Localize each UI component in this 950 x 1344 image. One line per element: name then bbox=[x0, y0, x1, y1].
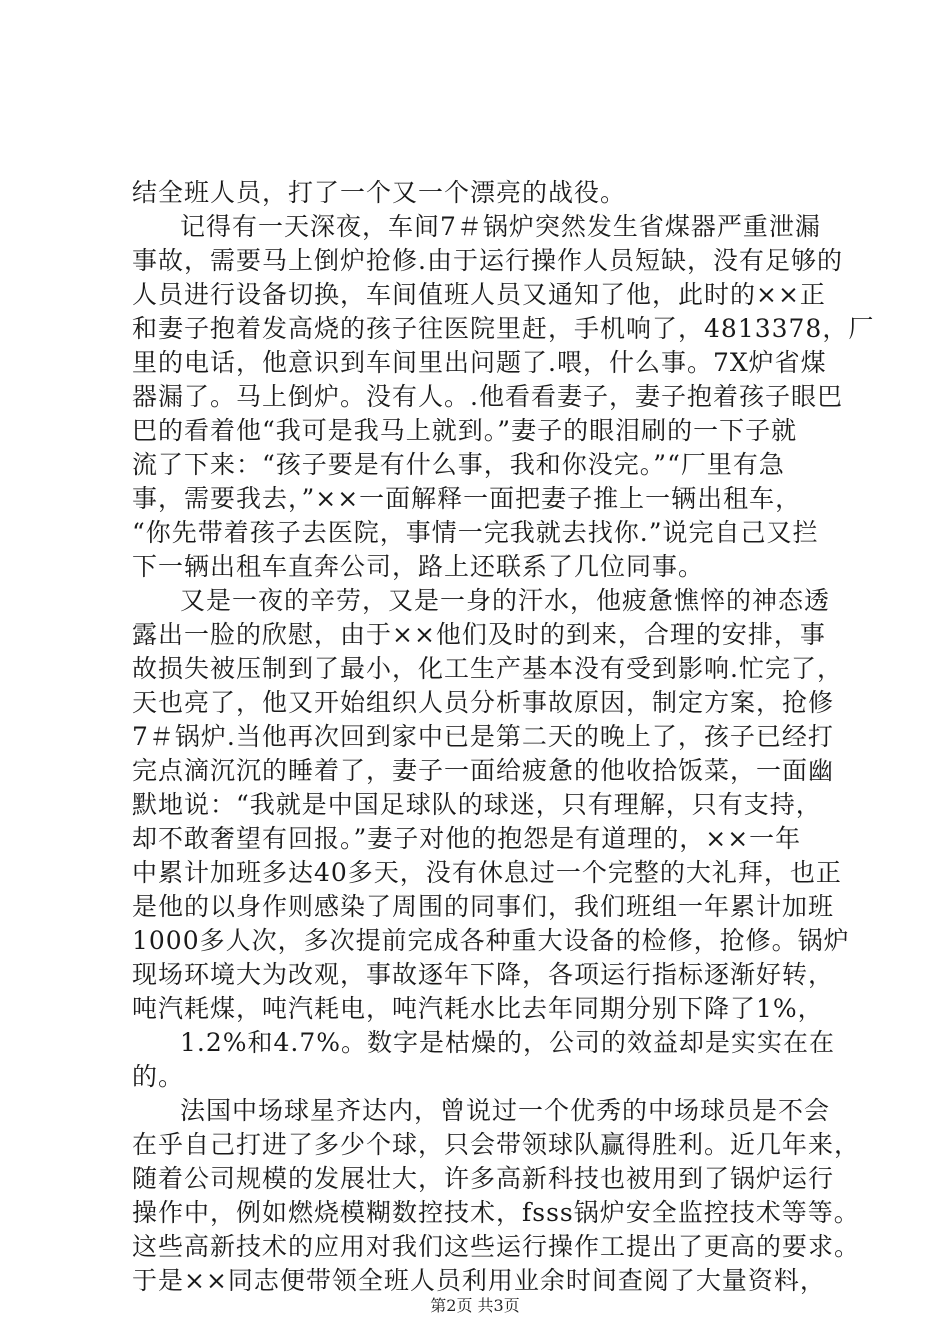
text-line: 天也亮了，他又开始组织人员分析事故原因，制定方案，抢修 bbox=[132, 688, 835, 717]
text-line: 默地说：“我就是中国足球队的球迷，只有理解，只有支持， bbox=[132, 790, 822, 819]
text-line: 记得有一天深夜，车间7＃锅炉突然发生省煤器严重泄漏 bbox=[180, 212, 821, 241]
text-line: 结全班人员，打了一个又一个漂亮的战役。 bbox=[132, 178, 627, 207]
text-line: 事，需要我去，”××一面解释一面把妻子推上一辆出租车， bbox=[132, 484, 802, 513]
text-line: 事故，需要马上倒炉抢修.由于运行操作人员短缺，没有足够的 bbox=[132, 246, 843, 275]
text-line: 于是××同志便带领全班人员利用业余时间查阅了大量资料， bbox=[132, 1266, 826, 1295]
text-line: 却不敢奢望有回报。”妻子对他的抱怨是有道理的，××一年 bbox=[132, 824, 802, 853]
text-line: 操作中，例如燃烧模糊数控技术，fsss锅炉安全监控技术等等。 bbox=[132, 1198, 860, 1227]
text-line: 里的电话，他意识到车间里出问题了.喂，什么事。7X炉省煤 bbox=[132, 348, 827, 377]
text-line: 是他的以身作则感染了周围的同事们，我们班组一年累计加班 bbox=[132, 892, 835, 921]
text-line: 中累计加班多达40多天，没有休息过一个完整的大礼拜，也正 bbox=[132, 858, 842, 887]
text-line: 吨汽耗煤，吨汽耗电，吨汽耗水比去年同期分别下降了1%， bbox=[132, 994, 824, 1023]
text-line: 巴的看着他“我可是我马上就到。”妻子的眼泪刷的一下子就 bbox=[132, 416, 798, 445]
text-line: 1000多人次，多次提前完成各种重大设备的检修，抢修。锅炉 bbox=[132, 926, 850, 955]
text-line: 法国中场球星齐达内，曾说过一个优秀的中场球员是不会 bbox=[180, 1096, 831, 1125]
text-line: 在乎自己打进了多少个球，只会带领球队赢得胜利。近几年来， bbox=[132, 1130, 861, 1159]
text-line: 7＃锅炉.当他再次回到家中已是第二天的晚上了，孩子已经打 bbox=[132, 722, 834, 751]
text-line: 流了下来：“孩子要是有什么事，我和你没完。”“厂里有急 bbox=[132, 450, 785, 479]
page-footer: 第2页 共3页 bbox=[430, 1296, 520, 1315]
text-line: 这些高新技术的应用对我们这些运行操作工提出了更高的要求。 bbox=[132, 1232, 861, 1261]
text-line: 露出一脸的欣慰，由于××他们及时的到来，合理的安排，事 bbox=[132, 620, 826, 649]
text-line: 下一辆出租车直奔公司，路上还联系了几位同事。 bbox=[132, 552, 705, 581]
text-line: 人员进行设备切换，车间值班人员又通知了他，此时的××正 bbox=[132, 280, 826, 309]
text-line: 的。 bbox=[132, 1062, 185, 1091]
text-line: 和妻子抱着发高烧的孩子往医院里赶，手机响了，4813378，厂 bbox=[132, 314, 875, 343]
text-line: 现场环境大为改观，事故逐年下降，各项运行指标逐渐好转， bbox=[132, 960, 835, 989]
text-line: 故损失被压制到了最小，化工生产基本没有受到影响.忙完了， bbox=[132, 654, 843, 683]
text-line: 完点滴沉沉的睡着了，妻子一面给疲惫的他收拾饭菜，一面幽 bbox=[132, 756, 835, 785]
text-line: 器漏了。马上倒炉。没有人。.他看看妻子，妻子抱着孩子眼巴 bbox=[132, 382, 843, 411]
text-line: “你先带着孩子去医院，事情一完我就去找你.”说完自己又拦 bbox=[132, 518, 819, 547]
text-line: 1.2%和4.7%。数字是枯燥的，公司的效益却是实实在在 bbox=[180, 1028, 836, 1057]
text-line: 又是一夜的辛劳，又是一身的汗水，他疲惫憔悴的神态透 bbox=[180, 586, 831, 615]
body-text bbox=[132, 176, 875, 1298]
text-line: 随着公司规模的发展壮大，许多高新科技也被用到了锅炉运行 bbox=[132, 1164, 835, 1193]
